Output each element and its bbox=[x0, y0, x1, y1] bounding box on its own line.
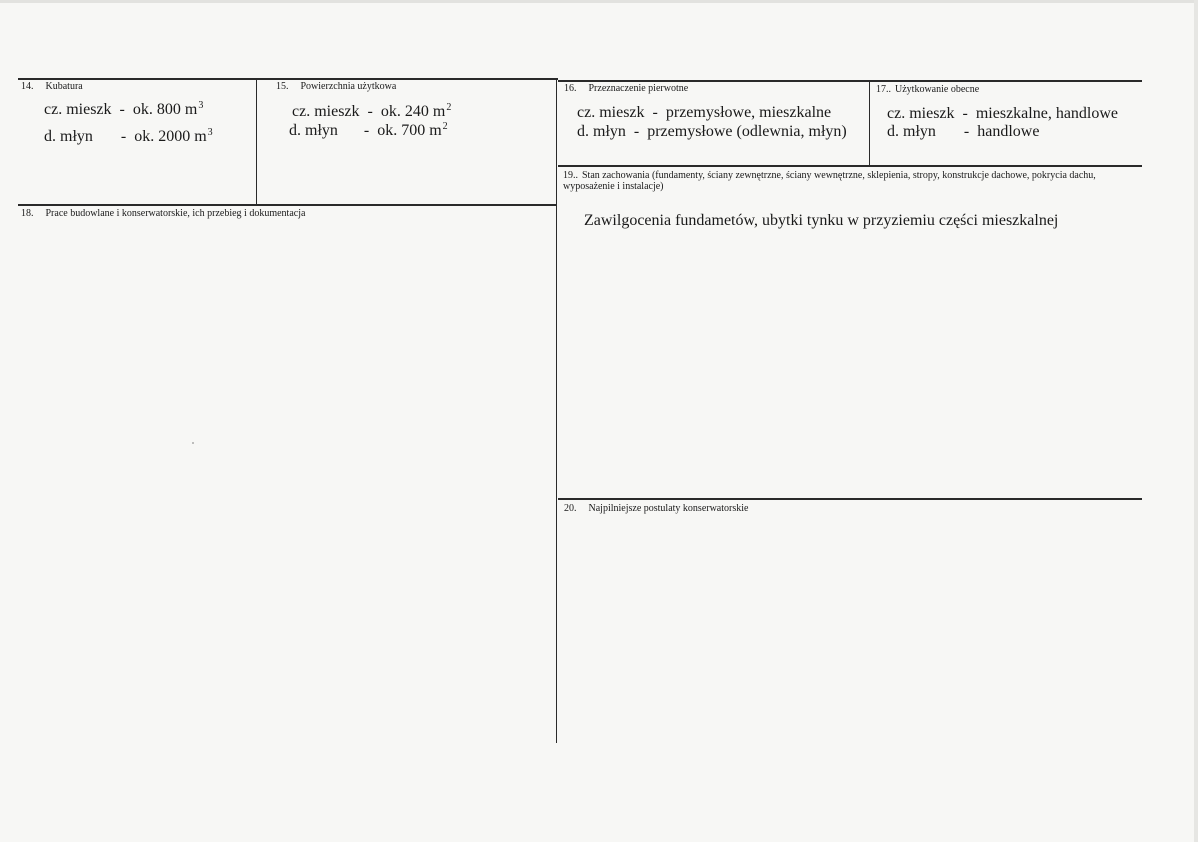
field-16-row-2: d. młyn - przemysłowe (odlewnia, młyn) bbox=[577, 123, 847, 140]
field-14-row-1: cz. mieszk - ok. 800 $m^3$ bbox=[44, 100, 204, 118]
field-20-label bbox=[564, 503, 748, 514]
field-20-title: Najpilniejsze postulaty konserwatorskie bbox=[588, 503, 749, 514]
field-17-number: 17.. bbox=[876, 84, 891, 95]
divider-16-17 bbox=[869, 81, 870, 166]
field-17-row-2: d. młyn - handlowe bbox=[887, 123, 1040, 140]
field-15-title: Powierzchnia użytkowa bbox=[300, 81, 397, 92]
field-16-number: 16. bbox=[564, 83, 577, 94]
rule-18 bbox=[18, 204, 557, 206]
field-18-title: Prace budowlane i konserwatorskie, ich przebieg i dokumentacja bbox=[45, 208, 306, 219]
field-19-number: 19.. bbox=[563, 170, 578, 181]
field-18-number: 18. bbox=[21, 208, 34, 219]
scan-edge-right bbox=[1194, 0, 1198, 842]
field-16-title: Przeznaczenie pierwotne bbox=[588, 83, 689, 94]
field-17-row-1: cz. mieszk - mieszkalne, handlowe bbox=[887, 105, 1119, 122]
rule-top-left bbox=[18, 78, 558, 80]
field-17-label bbox=[876, 84, 979, 95]
field-19-title: Stan zachowania (fundamenty, ściany zewnętrzne, ściany wewnętrzne, sklepienia, stropy, konstrukcje dachowe, pokrycia dachu, wyposażenie i instalacje) bbox=[563, 170, 1096, 192]
rule-19 bbox=[558, 165, 1142, 167]
field-20-number: 20. bbox=[564, 503, 577, 514]
field-15-row-2: d. młyn - ok. 700 $m^2$ bbox=[289, 121, 448, 139]
rule-top-right bbox=[558, 80, 1142, 82]
field-14-label bbox=[21, 81, 83, 92]
field-16-row-1: cz. mieszk - przemysłowe, mieszkalne bbox=[577, 104, 832, 121]
field-19-text: Zawilgocenia fundametów, ubytki tynku w przyziemiu części mieszkalnej bbox=[584, 212, 1059, 229]
field-17-title: Użytkowanie obecne bbox=[895, 84, 980, 95]
rule-20 bbox=[558, 498, 1142, 500]
field-19-label bbox=[563, 170, 1123, 192]
field-15-label bbox=[276, 81, 396, 92]
field-18-label bbox=[21, 208, 305, 219]
field-14-row-2: d. młyn - ok. 2000 $m^3$ bbox=[44, 127, 213, 145]
scan-edge-top bbox=[0, 0, 1198, 3]
divider-main bbox=[556, 79, 557, 743]
field-15-number: 15. bbox=[276, 81, 289, 92]
scan-speck bbox=[192, 442, 194, 444]
field-16-label bbox=[564, 83, 688, 94]
field-14-title: Kubatura bbox=[45, 81, 83, 92]
divider-14-15 bbox=[256, 79, 257, 205]
field-14-number: 14. bbox=[21, 81, 34, 92]
field-15-row-1: cz. mieszk - ok. 240 $m^2$ bbox=[292, 102, 452, 120]
